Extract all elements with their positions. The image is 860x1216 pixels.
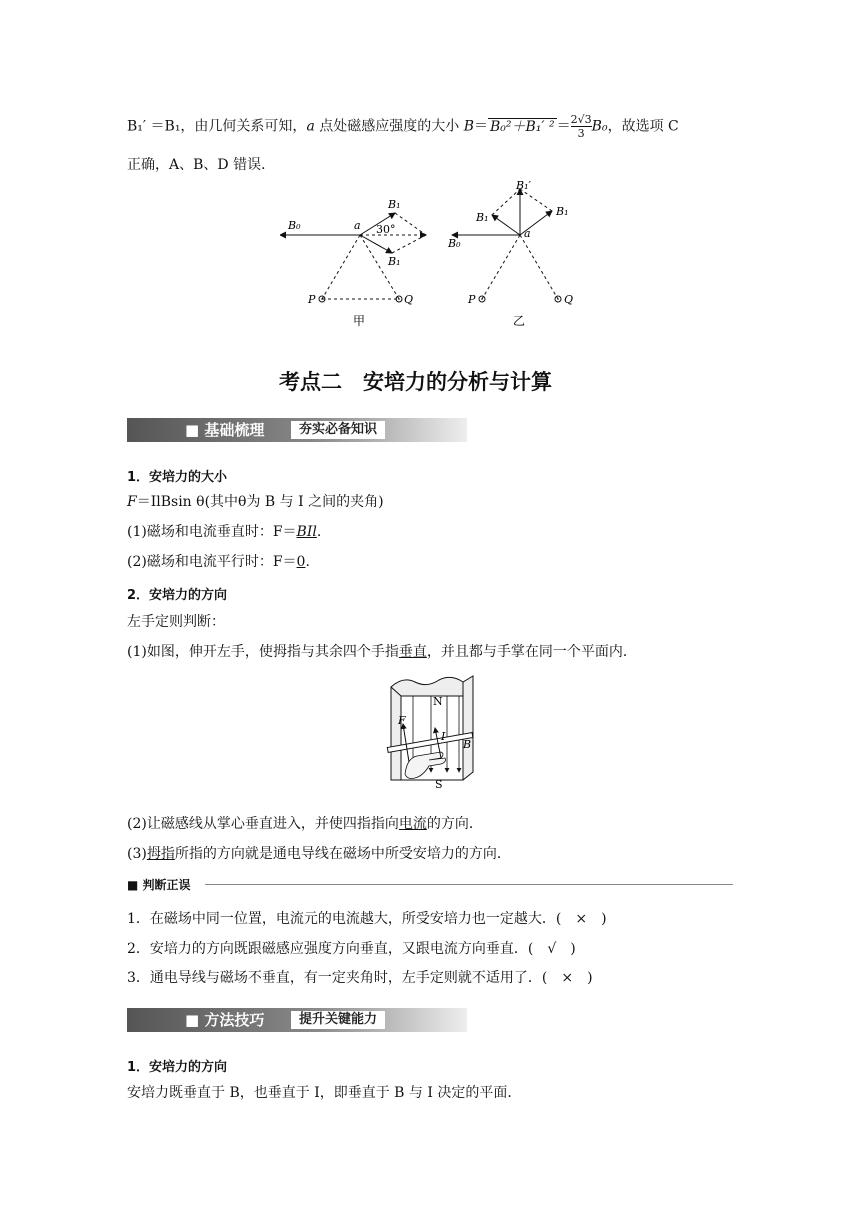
fraction xyxy=(571,113,592,140)
header-basics-sub: 夯实必备知识 xyxy=(291,421,385,439)
item2-p2-text: (2)让磁感线从掌心垂直进入，并使四指指向 xyxy=(127,816,399,832)
label-F: F xyxy=(398,714,406,727)
sqrt-expression: B₀²＋B₁′ ² xyxy=(490,118,555,135)
intro-B: B xyxy=(463,118,474,135)
parallelogram-bottom xyxy=(392,235,426,253)
method-heading: 1．安培力的方向 xyxy=(127,1060,228,1075)
item2-p3 xyxy=(127,845,511,863)
item1-p2-post: . xyxy=(305,554,310,570)
label-B-hand: B xyxy=(463,738,472,751)
line-aP-yi xyxy=(482,235,520,299)
point-a-label: a xyxy=(306,118,315,135)
header-basics-main: ■ 基础梳理 xyxy=(185,421,265,439)
label-B1-prime: B₁′ xyxy=(516,179,531,192)
item1-p1-text: (1)磁场和电流垂直时：F＝ xyxy=(127,524,297,540)
answer-thumb: 拇指 xyxy=(146,846,175,862)
fraction-denominator: 3 xyxy=(577,127,585,140)
figure-yi xyxy=(440,175,590,330)
item2-p1-post: ，并且都与手掌在同一个平面内． xyxy=(426,644,637,660)
intro-line-1 xyxy=(127,113,679,140)
item1-formula xyxy=(127,493,384,511)
b1-left-arrow xyxy=(492,215,520,235)
answer-BIl: BIl xyxy=(296,524,317,540)
label-P: P xyxy=(308,293,316,306)
figure-left-hand-rule xyxy=(383,672,483,802)
line-aP xyxy=(322,235,360,299)
item2-p2 xyxy=(127,815,483,833)
method-text: 安培力既垂直于 B，也垂直于 I，即垂直于 B 与 I 决定的平面． xyxy=(127,1085,522,1101)
label-B0: B₀ xyxy=(288,219,301,232)
judge-item-2: 2．安培力的方向既跟磁感应强度方向垂直，又跟电流方向垂直．( √ ) xyxy=(127,941,576,957)
item1-p2 xyxy=(127,553,310,571)
item2-p3-text: (3) xyxy=(127,846,147,862)
intro-mid: 点处磁感应强度的大小 xyxy=(314,118,464,135)
fraction-numerator: 2√3 xyxy=(570,113,592,126)
intro-tail: ，故选项 C xyxy=(607,118,679,135)
item1-p2-text: (2)磁场和电流平行时：F＝ xyxy=(127,554,297,570)
judge-title: ■ 判断正误 xyxy=(127,878,191,892)
intro-formula-lhs: B₁′ ＝B₁，由几何关系可知， xyxy=(127,118,307,135)
header-basics xyxy=(127,418,467,442)
label-B1-left: B₁ xyxy=(476,211,489,224)
b1-bottom-arrow xyxy=(360,235,392,253)
label-N: N xyxy=(433,695,443,708)
item1-heading: 1．安培力的大小 xyxy=(127,470,228,485)
parallelogram-top xyxy=(395,213,426,235)
item1-formula-F: F xyxy=(127,494,137,510)
parallelogram-left xyxy=(492,189,520,215)
item1-p1 xyxy=(127,523,321,541)
header-methods-main: ■ 方法技巧 xyxy=(185,1011,265,1029)
judge-item-3: 3．通电导线与磁场不垂直，有一定夹角时，左手定则就不适用了．( × ) xyxy=(127,970,593,986)
label-Q-yi: Q xyxy=(564,293,574,306)
item1-formula-rest: ＝IlBsin θ(其中θ为 B 与 I 之间的夹角) xyxy=(136,494,384,510)
item2-p3-post: 所指的方向就是通电导线在磁场中所受安培力的方向． xyxy=(174,846,511,862)
intro-b0: B₀ xyxy=(591,118,608,135)
answer-current: 电流 xyxy=(398,816,427,832)
label-B1-right: B₁ xyxy=(556,205,569,218)
label-a-yi: a xyxy=(524,227,531,240)
judge-divider xyxy=(205,884,733,885)
label-a: a xyxy=(354,219,361,232)
label-angle: 30° xyxy=(376,223,396,236)
item2-intro: 左手定则判断： xyxy=(127,614,225,630)
intro-eq2: ＝ xyxy=(556,118,571,135)
section-title: 考点二 安培力的分析与计算 xyxy=(279,370,552,394)
header-methods xyxy=(127,1008,467,1032)
caption-yi: 乙 xyxy=(513,314,526,328)
judge-item-1: 1．在磁场中同一位置，电流元的电流越大，所受安培力也一定越大．( × ) xyxy=(127,911,607,927)
answer-zero: 0 xyxy=(296,554,306,570)
label-B1-bottom: B₁ xyxy=(388,255,401,268)
item1-p1-post: . xyxy=(316,524,322,540)
item2-p1 xyxy=(127,643,637,661)
label-Q: Q xyxy=(404,293,414,306)
item2-p2-post: 的方向． xyxy=(426,816,483,832)
answer-perpendicular: 垂直 xyxy=(398,644,427,660)
figure-jia xyxy=(280,195,440,330)
label-P-yi: P xyxy=(468,293,476,306)
label-I: I xyxy=(441,730,446,743)
caption-jia: 甲 xyxy=(353,314,366,328)
label-B1-top: B₁ xyxy=(388,198,401,211)
label-B0-yi: B₀ xyxy=(448,237,461,250)
parallelogram-right xyxy=(520,189,552,211)
line-aQ-yi xyxy=(520,235,558,299)
label-S: S xyxy=(435,778,443,791)
item2-p1-text: (1)如图，伸开左手，使拇指与其余四个手指 xyxy=(127,644,399,660)
header-methods-sub: 提升关键能力 xyxy=(291,1011,385,1029)
intro-eq: ＝ xyxy=(474,118,488,135)
intro-line-2: 正确，A、B、D 错误． xyxy=(127,157,276,173)
item2-heading: 2．安培力的方向 xyxy=(127,588,228,603)
